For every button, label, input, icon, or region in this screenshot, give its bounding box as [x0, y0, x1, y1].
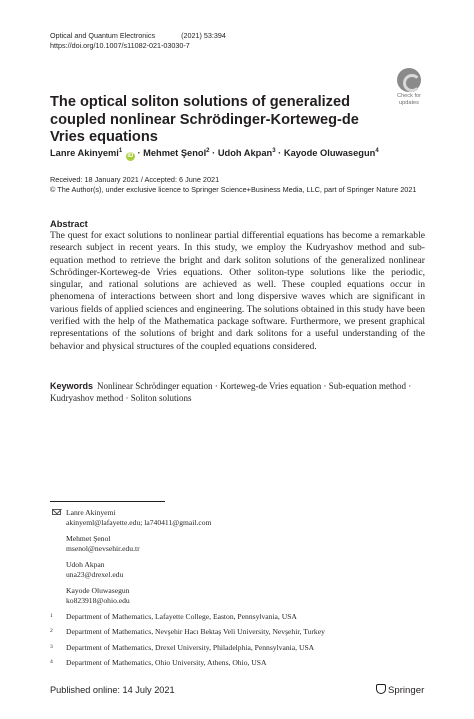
author-name[interactable]: Mehmet Şenol: [143, 148, 207, 159]
author-separator: ·: [212, 148, 216, 159]
orcid-icon[interactable]: iD: [127, 153, 134, 160]
author-separator: ·: [278, 148, 282, 159]
keywords-label: Keywords: [50, 381, 94, 391]
author-affiliation-mark: 4: [375, 148, 379, 154]
contact-name: Udoh Akpan: [66, 560, 105, 569]
contact-entry: [52, 508, 212, 528]
crossmark-icon: [397, 68, 421, 92]
affiliation-item: [50, 612, 325, 622]
affiliations: [50, 612, 325, 674]
corresponding-contacts: [52, 508, 212, 612]
author-affiliation-mark: 1: [118, 148, 123, 154]
published-date: Published online: 14 July 2021: [50, 685, 175, 695]
doi-link[interactable]: https://doi.org/10.1007/s11082-021-03030-7: [50, 41, 190, 50]
keywords: [50, 380, 425, 405]
journal-header: [50, 31, 250, 51]
affiliation-item: [50, 658, 325, 668]
footnote-divider: [50, 501, 165, 502]
contact-entry: [52, 560, 212, 580]
publisher-name: Springer: [388, 685, 425, 696]
contact-entry: [52, 586, 212, 606]
contact-name: Mehmet Şenol: [66, 534, 111, 543]
author-name[interactable]: Lanre Akinyemi: [50, 148, 119, 159]
author-list: [50, 148, 379, 161]
contact-email[interactable]: akinyeml@lafayette.edu; la740411@gmail.com: [66, 518, 212, 527]
affiliation-number: 3: [50, 643, 53, 650]
author-separator: ·: [137, 148, 141, 159]
publisher-logo: [376, 684, 424, 696]
journal-volume: (2021) 53:394: [181, 31, 226, 40]
check-for-updates-button[interactable]: [392, 68, 426, 106]
contact-name: Lanre Akinyemi: [66, 508, 116, 517]
copyright-notice: © The Author(s), under exclusive licence to Springer Science+Business Media, LLC, part of Springer Nature 2021: [50, 185, 417, 195]
received-accepted-dates: Received: 18 January 2021 / Accepted: 6 June 2021: [50, 175, 220, 184]
check-updates-line1: Check for: [397, 93, 421, 99]
article-dates: [50, 175, 416, 196]
affiliation-number: 1: [50, 613, 53, 619]
affiliation-text: Department of Mathematics, Drexel University, Philadelphia, Pennsylvania, USA: [66, 642, 315, 652]
affiliation-text: Department of Mathematics, Lafayette College, Easton, Pennsylvania, USA: [66, 612, 297, 621]
affiliation-item: [50, 643, 325, 653]
author-name[interactable]: Udoh Akpan: [217, 148, 273, 159]
contact-email[interactable]: ko823918@ohio.edu: [66, 596, 130, 605]
abstract-heading: Abstract: [50, 219, 88, 229]
contact-name: Kayode Oluwasegun: [66, 586, 130, 595]
keywords-text: Nonlinear Schrödinger equation · Korteweg-de Vries equation · Sub-equation method · Kudryashov method · Soliton solutions: [50, 381, 412, 404]
abstract-text: The quest for exact solutions to nonlinear partial differential equations has become a remarkable research subject in recent years. In this study, we employ the Kudryashov method and sub-equation method to retrieve the bright and dark soliton solutions of the generalized nonlinear Schrödinger-Korteweg-de Vries equations. Other soliton-type solutions like the periodic, singular, and rational solutions are achieved as well. These coupled equations occur in phenomena of interactions between short and long dispersive waves which are significant in various fields of applied sciences and engineering. The solutions obtained in this study have been verified with the help of the Mathematica package software. Furthermore, we present graphical representations of the solutions of bright and dark solitons for a useful understanding of the behavior and physical structures of the coupled equations considered.: [50, 230, 425, 352]
springer-horse-icon: [376, 684, 386, 694]
contact-email[interactable]: msenol@nevsehir.edu.tr: [66, 544, 140, 553]
affiliation-number: 4: [50, 659, 53, 666]
author-affiliation-mark: 3: [272, 148, 276, 154]
paper-title: The optical soliton solutions of generalized coupled nonlinear Schrödinger-Korteweg-de Vries equations: [50, 94, 359, 145]
author-name[interactable]: Kayode Oluwasegun: [283, 148, 376, 159]
affiliation-text: Department of Mathematics, Nevşehir Hacı Bektaş Veli University, Nevşehir, Turkey: [66, 627, 325, 637]
author-affiliation-mark: 2: [206, 148, 210, 154]
affiliation-number: 2: [50, 628, 53, 635]
check-updates-line2: updates: [399, 99, 419, 106]
contact-email[interactable]: una23@drexel.edu: [66, 570, 124, 579]
journal-name: Optical and Quantum Electronics: [50, 31, 156, 40]
affiliation-item: [50, 627, 325, 637]
affiliation-text: Department of Mathematics, Ohio University, Athens, Ohio, USA: [66, 658, 267, 668]
envelope-icon: [52, 509, 61, 515]
contact-entry: [52, 534, 212, 554]
